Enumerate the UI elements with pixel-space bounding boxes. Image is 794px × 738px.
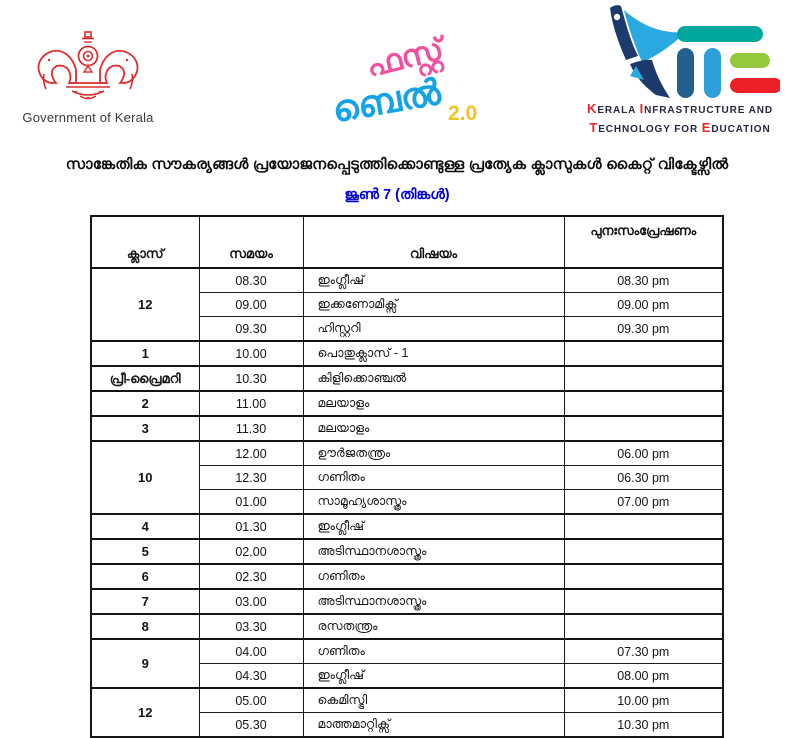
column-header-rebroadcast: പുനഃസംപ്രേഷണം [564,216,723,268]
subject-cell: ഗണിതം [303,466,564,490]
class-cell: 5 [91,539,199,564]
class-cell: 12 [91,268,199,341]
government-of-kerala-label: Government of Kerala [22,110,154,125]
rebroadcast-cell: 09.30 pm [564,317,723,342]
table-row [91,341,723,366]
time-cell: 01.00 [199,490,303,515]
government-of-kerala-block [18,30,158,125]
kerala-state-emblem-icon [36,30,140,104]
subject-cell: രസതന്ത്രം [303,614,564,639]
time-cell: 05.30 [199,713,303,738]
subject-cell: ഇക്കണോമിക്സ് [303,293,564,317]
first-bell-version: 2.0 [448,102,478,125]
rebroadcast-cell [564,614,723,639]
table-row [91,268,723,293]
time-cell: 05.00 [199,688,303,713]
class-cell: 6 [91,564,199,589]
subject-cell: അടിസ്ഥാനശാസ്ത്രം [303,539,564,564]
class-cell: 2 [91,391,199,416]
time-cell: 09.00 [199,293,303,317]
time-cell: 12.30 [199,466,303,490]
kite-name-line2 [574,119,786,138]
rebroadcast-cell: 09.00 pm [564,293,723,317]
table-row [91,366,723,391]
rebroadcast-cell [564,366,723,391]
rebroadcast-cell [564,416,723,441]
kite-name-text: NFRASTRUCTURE AND [644,105,773,116]
class-cell: പ്രീ-പ്രൈമറി [91,366,199,391]
subject-cell: ഗണിതം [303,639,564,664]
rebroadcast-cell [564,341,723,366]
rebroadcast-cell: 07.00 pm [564,490,723,515]
kite-name-text: ERALA [597,105,640,116]
time-cell: 03.30 [199,614,303,639]
rebroadcast-cell: 10.30 pm [564,713,723,738]
table-row [91,514,723,539]
subject-cell: കെമിസ്ട്രി [303,688,564,713]
subject-cell: സാമൂഹ്യശാസ്ത്രം [303,490,564,515]
column-header-class: ക്ലാസ് [91,216,199,268]
time-cell: 12.00 [199,441,303,466]
subject-cell: ഹിസ്റ്ററി [303,317,564,342]
time-cell: 03.00 [199,589,303,614]
time-cell: 10.00 [199,341,303,366]
class-cell: 12 [91,688,199,737]
time-cell: 11.30 [199,416,303,441]
rebroadcast-cell: 08.30 pm [564,268,723,293]
subject-cell: പൊതുക്ലാസ് - 1 [303,341,564,366]
subject-cell: ഇംഗ്ലീഷ് [303,268,564,293]
first-bell-word1: ഫസ്റ്റ് [362,31,447,84]
table-row [91,688,723,713]
table-row [91,589,723,614]
time-cell: 01.30 [199,514,303,539]
kite-victers-logo-icon [580,4,780,100]
table-row [91,416,723,441]
subject-cell: കിളിക്കൊഞ്ചൽ [303,366,564,391]
time-cell: 08.30 [199,268,303,293]
column-header-time: സമയം [199,216,303,268]
rebroadcast-cell [564,391,723,416]
subject-cell: ഗണിതം [303,564,564,589]
time-cell: 10.30 [199,366,303,391]
rebroadcast-cell [564,589,723,614]
table-row [91,539,723,564]
subject-cell: മലയാളം [303,416,564,441]
rebroadcast-cell [564,514,723,539]
date-subtitle: ജൂൺ 7 (തിങ്കൾ) [344,187,450,203]
kite-accent-letter: T [589,119,599,135]
table-header-row [91,216,723,268]
class-cell: 10 [91,441,199,514]
rebroadcast-cell: 06.00 pm [564,441,723,466]
class-cell: 3 [91,416,199,441]
timetable-body [91,268,723,737]
time-cell: 09.30 [199,317,303,342]
class-cell: 1 [91,341,199,366]
subject-cell: ഇംഗ്ലീഷ് [303,664,564,689]
table-row [91,564,723,589]
subject-cell: അടിസ്ഥാനശാസ്ത്രം [303,589,564,614]
class-cell: 8 [91,614,199,639]
rebroadcast-cell [564,539,723,564]
subject-cell: ഇംഗ്ലീഷ് [303,514,564,539]
column-header-subject: വിഷയം [303,216,564,268]
table-row [91,639,723,664]
rebroadcast-cell [564,564,723,589]
kite-accent-letter: I [639,101,645,116]
kite-block [574,4,786,138]
table-row [91,614,723,639]
kite-name-line1 [574,100,786,119]
timetable [90,215,724,738]
rebroadcast-cell: 08.00 pm [564,664,723,689]
subject-cell: ഊർജതന്ത്രം [303,441,564,466]
page-title: സാങ്കേതിക സൗകര്യങ്ങൾ പ്രയോജനപ്പെടുത്തിക്കൊണ്ടുള്ള പ്രത്യേക ക്ലാസുകൾ കൈറ്റ് വിക്ടേഴ്സിൽ [65,156,729,173]
kite-name-text: DUCATION [711,123,771,135]
kite-name-text: ECHNOLOGY FOR [598,123,702,135]
subject-cell: മലയാളം [303,391,564,416]
time-cell: 04.30 [199,664,303,689]
class-cell: 9 [91,639,199,688]
class-cell: 4 [91,514,199,539]
subject-cell: മാത്തമാറ്റിക്സ് [303,713,564,738]
kite-accent-letter: E [701,119,712,135]
class-cell: 7 [91,589,199,614]
table-row [91,441,723,466]
kite-accent-letter: K [587,101,598,116]
time-cell: 04.00 [199,639,303,664]
first-bell-logo [329,31,510,143]
first-bell-word2: ബെൽ [329,70,444,131]
rebroadcast-cell: 10.00 pm [564,688,723,713]
rebroadcast-cell: 06.30 pm [564,466,723,490]
time-cell: 02.00 [199,539,303,564]
rebroadcast-cell: 07.30 pm [564,639,723,664]
time-cell: 02.30 [199,564,303,589]
table-row [91,391,723,416]
time-cell: 11.00 [199,391,303,416]
